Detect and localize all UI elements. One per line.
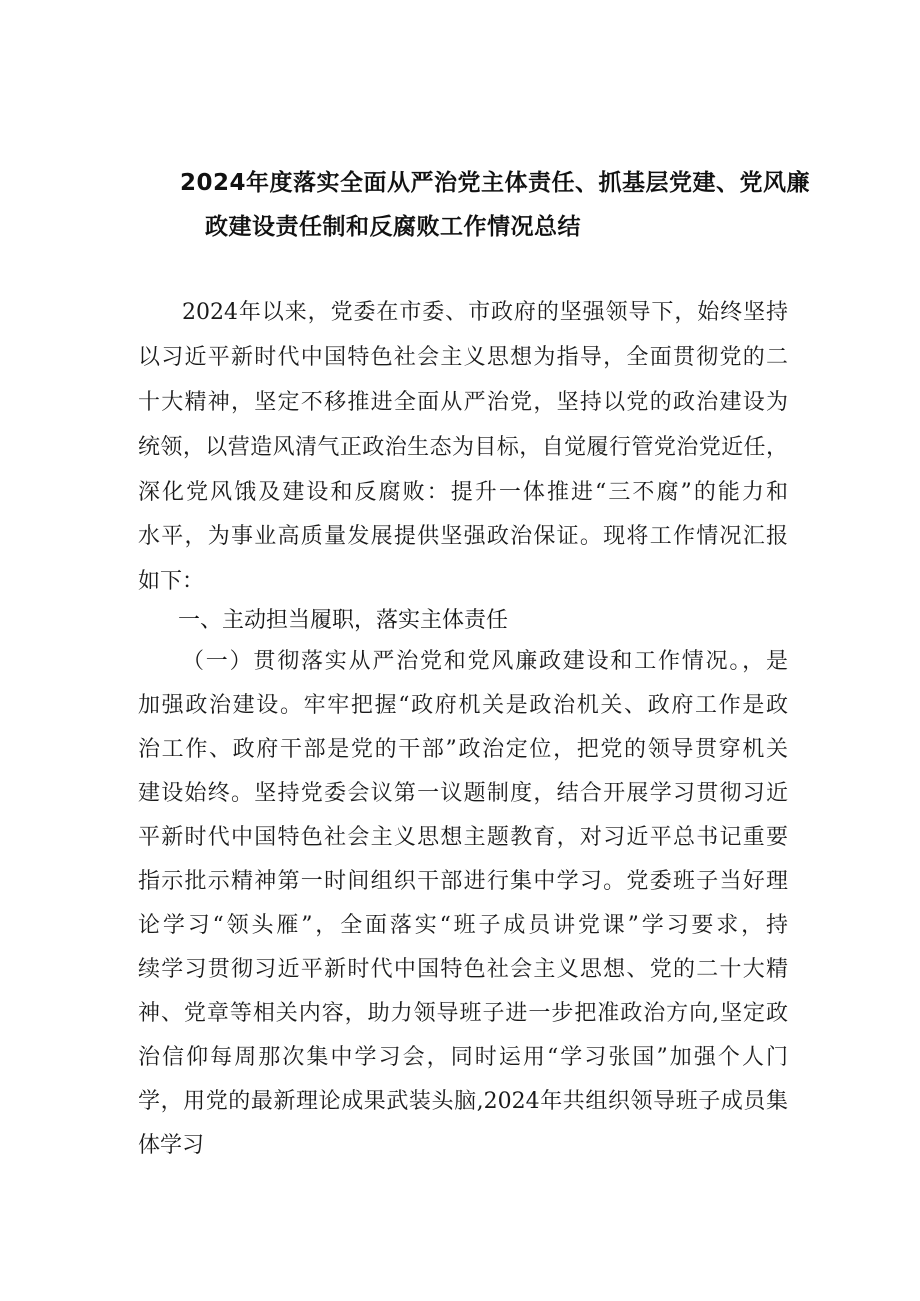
section-paragraph-line: 平新时代中国特色社会主义思想主题教育，对习近平总书记重要 <box>138 825 788 850</box>
section-paragraph-line: 治信仰每周那次集中学习会，同时运用“学习张国”加强个人门 <box>138 1045 788 1070</box>
section-paragraph-line: 治工作、政府干部是党的干部”政治定位，把党的领导贯穿机关 <box>138 737 788 762</box>
section-paragraph-line: 指示批示精神第一时间组织干部进行集中学习。党委班子当好理 <box>138 869 788 894</box>
intro-paragraph-line: 以习近平新时代中国特色社会主义思想为指导，全面贯彻党的二 <box>138 345 788 370</box>
section-paragraph-line: 体学习 <box>138 1133 205 1158</box>
intro-paragraph-line: 十大精神，坚定不移推进全面从严治党，坚持以党的政治建设为 <box>138 390 788 415</box>
section-paragraph-line: 神、党章等相关内容，助力领导班子进一步把准政治方向,坚定政 <box>138 1001 788 1026</box>
intro-paragraph-line: 水平，为事业高质量发展提供坚强政治保证。现将工作情况汇报 <box>138 524 788 549</box>
intro-paragraph-line: 深化党风饿及建设和反腐败：提升一体推进“三不腐”的能力和 <box>138 480 788 505</box>
section-heading: 一、主动担当履职，落实主体责任 <box>178 608 509 633</box>
intro-paragraph-line: 如下： <box>138 569 205 594</box>
section-paragraph-line: 建设始终。坚持党委会议第一议题制度，结合开展学习贯彻习近 <box>138 781 788 806</box>
section-paragraph-line: 续学习贯彻习近平新时代中国特色社会主义思想、党的二十大精 <box>138 957 788 982</box>
section-paragraph-line: 加强政治建设。牢牢把握“政府机关是政治机关、政府工作是政 <box>138 693 788 718</box>
section-paragraph-line: （一）贯彻落实从严治党和党风廉政建设和工作情况。，是 <box>182 649 788 674</box>
intro-paragraph-line: 统领，以营造风清气正政治生态为目标，自觉履行管党治党近任， <box>138 435 788 460</box>
document-title-line-2: 政建设责任制和反腐败工作情况总结 <box>205 214 581 240</box>
section-paragraph-line: 学，用党的最新理论成果武装头脑,2024年共组织领导班子成员集 <box>138 1089 788 1114</box>
section-paragraph-line: 论学习“领头雁”，全面落实“班子成员讲党课”学习要求，持 <box>138 913 788 938</box>
intro-paragraph-line: 2024年以来，党委在市委、市政府的坚强领导下，始终坚持 <box>182 300 788 325</box>
document-title-line-1: 2024年度落实全面从严治党主体责任、抓基层党建、党风廉 <box>180 170 811 196</box>
